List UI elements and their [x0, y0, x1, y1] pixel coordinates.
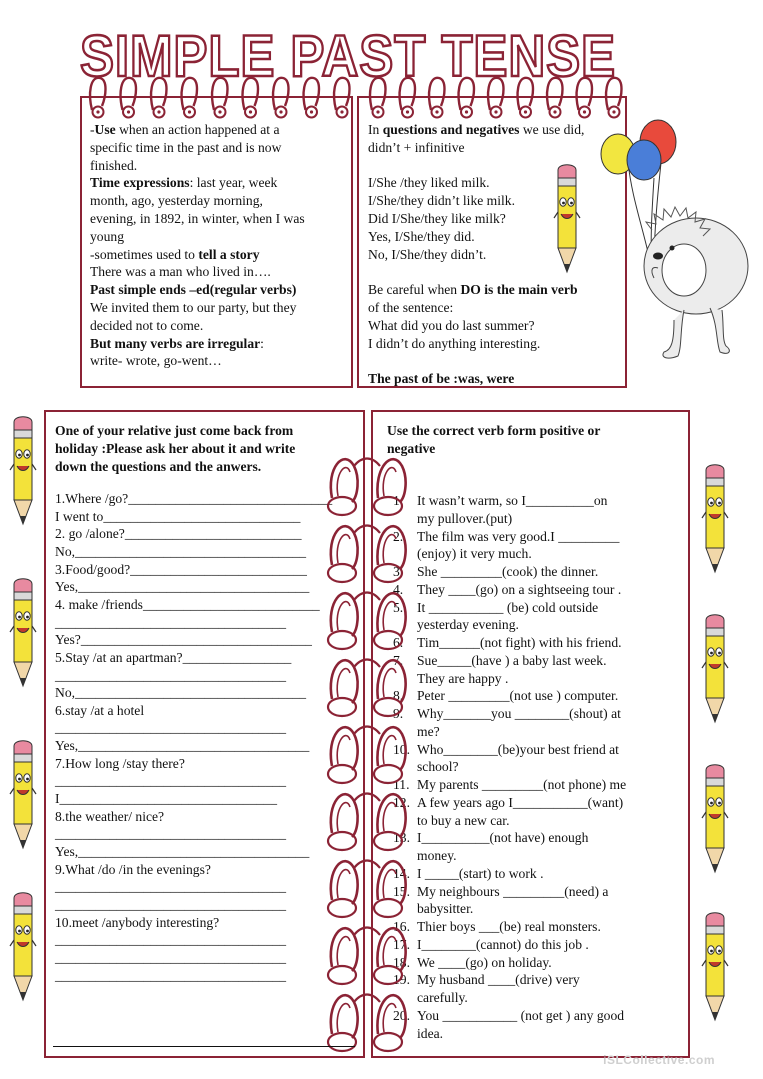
usage-rule-line: There was a man who lived in…. — [90, 264, 271, 280]
exercise-item-text[interactable]: Peter _________(not use ) computer. — [417, 688, 619, 704]
grammar-example: No, I/She/they didn’t. — [368, 246, 487, 262]
answer-line[interactable]: __________________________________ — [55, 932, 287, 948]
answer-line[interactable]: No,__________________________________ — [55, 543, 307, 559]
answer-line[interactable]: __________________________________ — [55, 667, 287, 683]
answer-line[interactable]: 5.Stay /at an apartman?________________ — [55, 649, 292, 665]
pencil-icon — [698, 460, 732, 578]
hedgehog-balloons-illustration — [592, 120, 762, 380]
top-right-spiral — [366, 72, 622, 118]
exercise-item-text[interactable]: (enjoy) it very much. — [417, 546, 532, 562]
bottom-rule — [53, 1046, 355, 1047]
exercise-item-number: 16. — [393, 919, 410, 934]
exercise-item-number: 19. — [393, 972, 410, 988]
exercise-item-text[interactable]: I________(cannot) do this job . — [417, 936, 589, 952]
usage-rule-line: We invited them to our party, but they — [90, 299, 297, 315]
answer-line[interactable]: __________________________________ — [55, 720, 287, 736]
usage-rule-line: decided not to come. — [90, 317, 204, 333]
instruction-line: negative — [387, 440, 436, 456]
exercise-item-text[interactable]: They ____(go) on a sightseeing tour . — [417, 581, 622, 597]
spiral-ring — [577, 78, 592, 118]
middle-binder-rings — [318, 438, 414, 1038]
usage-rule-line: month, ago, yesterday morning, — [90, 193, 263, 209]
questions-exercise-box — [44, 410, 365, 1058]
exercise-item-text[interactable]: I__________(not have) enough — [417, 830, 589, 846]
usage-rule-line: Past simple ends –ed(regular verbs) — [90, 282, 297, 298]
exercise-item-text[interactable]: Thier boys ___(be) real monsters. — [417, 919, 601, 934]
binder-ring — [328, 727, 406, 784]
do-example: What did you do last summer? — [368, 317, 535, 333]
answer-line[interactable]: __________________________________ — [55, 896, 287, 912]
pencil-icon — [6, 412, 40, 530]
exercise-item-text[interactable]: The film was very good.I _________ — [417, 528, 620, 544]
exercise-item-text[interactable]: My neighbours _________(need) a — [417, 883, 609, 899]
exercise-item-number: 4. — [393, 581, 404, 597]
verb-form-exercise-box — [371, 410, 690, 1058]
spiral-ring — [370, 78, 385, 118]
instruction-line: Use the correct verb form positive or — [387, 423, 601, 438]
usage-rule-line: Time expressions: last year, week — [90, 175, 278, 191]
spiral-ring — [212, 78, 227, 118]
exercise-item-text[interactable]: money. — [417, 848, 457, 863]
exercise-item-text[interactable]: You ___________ (not get ) any good — [417, 1007, 625, 1023]
questions-negatives-text: In questions and negatives we use did, didn’t + infinitive I/She /they liked milk. I/She/they didn’t like milk. Did I/She/they like milk? Yes, I/She/they did. No, I/She/they didn’t. Be careful when DO is the main verb of the sentence: What did you do last summer? I didn’t do anything interesting. The past of be :was, were — [368, 121, 623, 388]
exercise-item-number: 10. — [393, 741, 410, 757]
answer-line[interactable]: __________________________________ — [55, 967, 287, 983]
spiral-ring — [182, 78, 197, 118]
exercise-item-number: 3. — [393, 564, 404, 579]
exercise-item-number: 14. — [393, 865, 410, 881]
pencil-icon — [698, 908, 732, 1026]
grammar-example: Did I/She/they like milk? — [368, 210, 506, 226]
exercise-item-text[interactable]: She _________(cook) the dinner. — [417, 564, 599, 579]
answer-line[interactable]: __________________________________ — [55, 773, 287, 789]
exercise-item-text[interactable]: My parents _________(not phone) me — [417, 777, 627, 792]
usage-rule-line: But many verbs are irregular: — [90, 335, 264, 351]
answer-line[interactable]: 3.Food/good?__________________________ — [55, 561, 307, 577]
usage-rule-line: -sometimes used to tell a story — [90, 246, 260, 262]
spiral-ring — [606, 78, 621, 118]
pencil-icon — [550, 160, 584, 278]
answer-line[interactable]: __________________________________ — [55, 614, 287, 630]
pencil-icon — [6, 888, 40, 1006]
exercise-item-text[interactable]: It ___________ (be) cold outside — [417, 599, 599, 615]
exercise-item-number: 6. — [393, 635, 404, 650]
grammar-example: I/She/they didn’t like milk. — [368, 193, 516, 209]
spiral-ring — [518, 78, 533, 118]
answer-line[interactable]: I went to_____________________________ — [55, 508, 301, 524]
exercise-2-instructions — [387, 422, 687, 458]
answer-line[interactable]: 10.meet /anybody interesting? — [55, 914, 220, 930]
usage-rule-line: specific time in the past and is now — [90, 139, 282, 155]
binder-ring — [328, 459, 406, 516]
exercise-item-number: 8. — [393, 688, 404, 704]
instruction-line: down the questions and the anwers. — [55, 458, 262, 474]
pencil-icon — [6, 574, 40, 692]
spiral-ring — [400, 78, 415, 118]
exercise-item-number: 13. — [393, 830, 410, 846]
usage-rule-line: write- wrote, go-went… — [90, 353, 222, 369]
exercise-item-text[interactable]: to buy a new car. — [417, 812, 510, 828]
binder-ring — [328, 928, 406, 985]
answer-line[interactable]: Yes,__________________________________ — [55, 579, 310, 595]
instruction-line: holiday :Please ask her about it and write — [55, 440, 296, 456]
exercise-item-number: 1. — [393, 493, 404, 508]
binder-ring — [328, 660, 406, 717]
exercise-item-number: 11. — [393, 777, 410, 792]
top-left-spiral — [86, 72, 354, 118]
spiral-ring — [459, 78, 474, 118]
answer-line[interactable]: 1.Where /go?______________________________ — [55, 491, 333, 506]
exercise-item-number: 18. — [393, 954, 410, 970]
instruction-line: One of your relative just come back from — [55, 423, 294, 438]
exercise-item-text[interactable]: idea. — [417, 1025, 444, 1041]
exercise-item-text[interactable]: They are happy . — [417, 670, 509, 686]
exercise-item-text[interactable]: Who________(be)your best friend at — [417, 741, 619, 757]
usage-rule-line: -Use when an action happened at a — [90, 122, 280, 137]
pencil-icon — [698, 610, 732, 728]
questions-negatives-box — [357, 96, 627, 388]
spiral-ring — [121, 78, 136, 118]
spiral-ring — [273, 78, 288, 118]
usage-rules-box — [80, 96, 353, 388]
be-heading: The past of be :was, were — [368, 371, 515, 387]
exercise-item-number: 15. — [393, 883, 410, 899]
spiral-ring — [488, 78, 503, 118]
exercise-item-number: 20. — [393, 1007, 410, 1023]
exercise-item-number: 17. — [393, 936, 410, 952]
exercise-item-text[interactable]: me? — [417, 723, 440, 739]
binder-ring — [328, 861, 406, 918]
answer-line[interactable]: __________________________________ — [55, 949, 287, 965]
answer-line[interactable]: 4. make /friends__________________________ — [55, 596, 320, 612]
exercise-item-text[interactable]: school? — [417, 759, 459, 775]
answer-line[interactable]: __________________________________ — [55, 826, 287, 842]
answer-line[interactable]: I________________________________ — [55, 791, 278, 807]
exercise-item-text[interactable]: Tim______(not fight) with his friend. — [417, 635, 622, 650]
spiral-ring — [151, 78, 166, 118]
usage-rule-line: young — [90, 228, 124, 244]
answer-line[interactable]: 6.stay /at a hotel — [55, 702, 145, 718]
spiral-ring — [243, 78, 258, 118]
answer-line[interactable]: 2. go /alone?__________________________ — [55, 526, 302, 542]
exercise-item-number: 12. — [393, 794, 410, 810]
exercise-1-instructions — [55, 422, 355, 475]
spiral-ring — [547, 78, 562, 118]
page-title-text: SIMPLE PAST TENSE — [80, 24, 616, 89]
answer-line[interactable]: 7.How long /stay there? — [55, 755, 185, 771]
spiral-ring — [429, 78, 444, 118]
answer-line[interactable]: __________________________________ — [55, 879, 287, 895]
pencil-icon — [698, 760, 732, 878]
answer-line[interactable]: 8.the weather/ nice? — [55, 808, 165, 824]
binder-ring — [328, 794, 406, 851]
spiral-ring — [334, 78, 349, 118]
exercise-item-text[interactable]: my pullover.(put) — [417, 510, 513, 526]
exercise-item-text[interactable]: babysitter. — [417, 901, 474, 917]
exercise-item-text[interactable]: My husband ____(drive) very — [417, 972, 580, 988]
do-example: I didn’t do anything interesting. — [368, 335, 541, 351]
exercise-item-number: 2. — [393, 528, 404, 544]
watermark: iSLCollective.com — [603, 1053, 715, 1067]
pencil-icon — [6, 736, 40, 854]
exercise-item-text[interactable]: A few years ago I___________(want) — [417, 794, 624, 810]
exercise-item-text[interactable]: Sue_____(have ) a baby last week. — [417, 652, 607, 668]
exercise-item-text[interactable]: yesterday evening. — [417, 617, 519, 633]
exercise-item-text[interactable]: carefully. — [417, 990, 468, 1005]
exercise-item-number: 9. — [393, 706, 404, 721]
usage-rules-text — [90, 121, 348, 370]
spiral-ring — [90, 78, 105, 118]
binder-ring — [328, 593, 406, 650]
exercise-item-number: 7. — [393, 652, 404, 668]
answer-line[interactable]: Yes,__________________________________ — [55, 738, 310, 754]
exercise-item-text[interactable]: It wasn’t warm, so I__________on — [417, 493, 608, 508]
exercise-item-text[interactable]: Why_______you ________(shout) at — [417, 706, 621, 721]
exercise-item-number: 5. — [393, 599, 404, 615]
grammar-example: Yes, I/She/they did. — [368, 228, 475, 244]
exercise-item-text[interactable]: I _____(start) to work . — [417, 865, 544, 881]
grammar-example: I/She /they liked milk. — [368, 175, 490, 191]
answer-line[interactable]: No,__________________________________ — [55, 685, 307, 701]
answer-line[interactable]: Yes?__________________________________ — [55, 632, 312, 648]
usage-rule-line: evening, in 1892, in winter, when I was — [90, 210, 305, 226]
spiral-ring — [304, 78, 319, 118]
answer-line[interactable]: Yes,__________________________________ — [55, 844, 310, 859]
answer-line[interactable]: 9.What /do /in the evenings? — [55, 861, 211, 877]
usage-rule-line: finished. — [90, 157, 138, 173]
binder-ring — [328, 526, 406, 583]
exercise-item-text[interactable]: We ____(go) on holiday. — [417, 954, 552, 970]
